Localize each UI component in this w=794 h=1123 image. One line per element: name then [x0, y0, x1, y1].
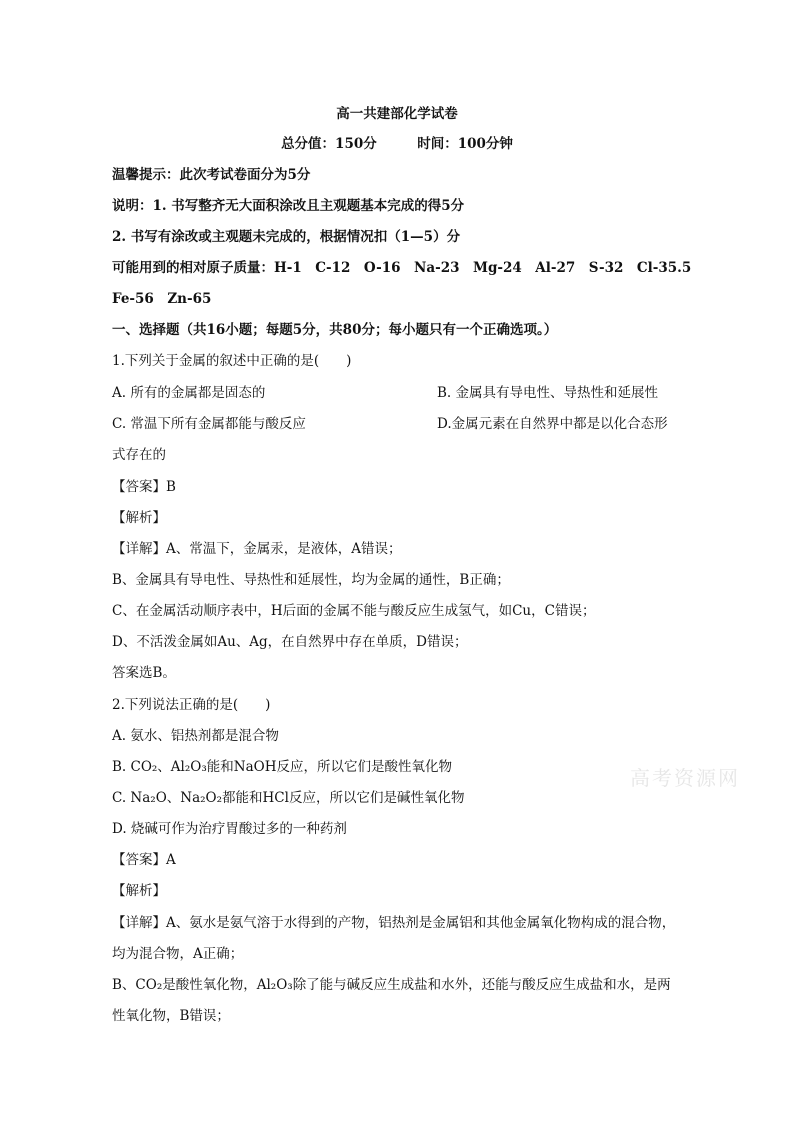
q1-option-d: D.金属元素在自然界中都是以化合态形 [437, 416, 668, 432]
q2-detail-1: 【详解】A、氨水是氨气溶于水得到的产物，铝热剂是金属铝和其他金属氧化物构成的混合物， [112, 915, 676, 931]
q2-stem: 2.下列说法正确的是( ) [112, 697, 271, 713]
q2-detail-4: 性氧化物，B错误； [112, 1008, 230, 1024]
q1-detail-d: D、不活泼金属如Au、Ag，在自然界中存在单质，D错误； [112, 634, 468, 650]
exam-title: 高一共建部化学试卷 [336, 106, 458, 122]
q2-analysis: 【解析】 [112, 883, 166, 899]
section-heading: 一、选择题（共16小题；每题5分，共80分；每小题只有一个正确选项。） [112, 322, 558, 338]
q2-option-d: D. 烧碱可作为治疗胃酸过多的一种药剂 [112, 821, 347, 837]
q1-stem: 1.下列关于金属的叙述中正确的是( ) [112, 353, 352, 369]
atomic-masses-1: 可能用到的相对原子质量：H-1 C-12 O-16 Na-23 Mg-24 Al-27 S-32 Cl-35.5 [112, 260, 692, 276]
q2-answer: 【答案】A [112, 852, 176, 868]
q1-option-d-cont: 式存在的 [112, 447, 166, 463]
q2-option-c: C. Na₂O、Na₂O₂都能和HCl反应，所以它们是碱性氧化物 [112, 790, 465, 806]
note-2: 2. 书写有涂改或主观题未完成的，根据情况扣（1—5）分 [112, 229, 461, 245]
q1-analysis: 【解析】 [112, 510, 166, 526]
q1-conclusion: 答案选B。 [112, 665, 176, 681]
note-1: 说明：1. 书写整齐无大面积涂改且主观题基本完成的得5分 [112, 198, 465, 214]
score-time: 总分值：150分 时间：100分钟 [281, 136, 513, 152]
q1-answer: 【答案】B [112, 479, 176, 495]
q1-option-b: B. 金属具有导电性、导热性和延展性 [437, 385, 659, 401]
q1-option-a: A. 所有的金属都是固态的 [112, 385, 266, 401]
atomic-masses-2: Fe-56 Zn-65 [112, 291, 212, 307]
q2-detail-2: 均为混合物，A正确； [112, 946, 244, 962]
watermark: 高考资源网 [630, 766, 740, 790]
q2-option-a: A. 氨水、铝热剂都是混合物 [112, 728, 279, 744]
q1-detail-c: C、在金属活动顺序表中，H后面的金属不能与酸反应生成氢气，如Cu，C错误； [112, 603, 596, 619]
q2-detail-3: B、CO₂是酸性氧化物，Al₂O₃除了能与碱反应生成盐和水外，还能与酸反应生成盐和水，是两 [112, 977, 671, 993]
q1-detail-b: B、金属具有导电性、导热性和延展性，均为金属的通性，B正确； [112, 572, 510, 588]
tip-text: 温馨提示：此次考试卷面分为5分 [112, 167, 311, 183]
q1-detail: 【详解】A、常温下，金属汞，是液体，A错误； [112, 541, 402, 557]
q1-option-c: C. 常温下所有金属都能与酸反应 [112, 416, 306, 432]
q2-option-b: B. CO₂、Al₂O₃能和NaOH反应，所以它们是酸性氧化物 [112, 759, 452, 775]
